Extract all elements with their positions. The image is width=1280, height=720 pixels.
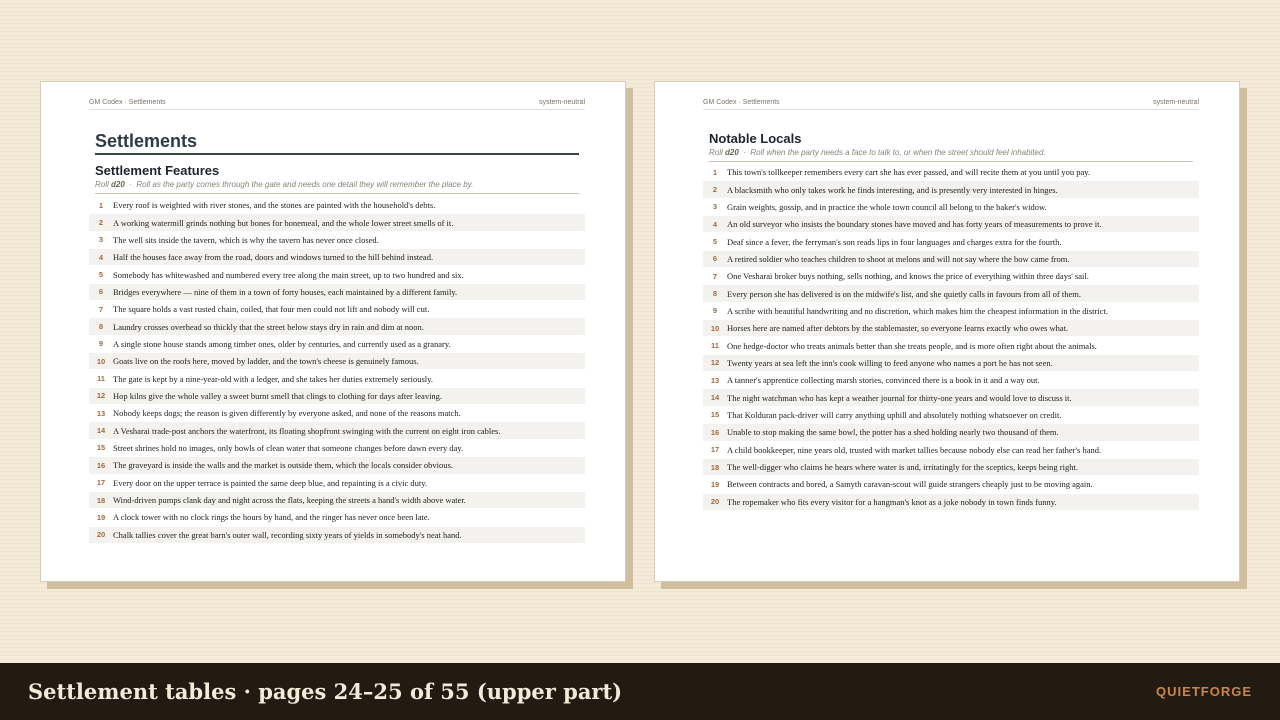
table-title: Settlement Features bbox=[95, 163, 220, 178]
entry-text: A single stone house stands among timber ones, older by centuries, and currently used as a granary. bbox=[113, 338, 451, 349]
running-head-path: GM Codex · Settlements bbox=[89, 99, 166, 106]
entry-text: A tanner's apprentice collecting marsh stories, convinced there is a book in it and a way out. bbox=[727, 375, 1040, 386]
table-row bbox=[703, 268, 1199, 284]
table-row bbox=[703, 199, 1199, 215]
entry-number: 13 bbox=[710, 375, 720, 385]
entry-text: The night watchman who has kept a weather journal for thirty-one years and would love to discuss it. bbox=[727, 392, 1072, 403]
entry-number: 4 bbox=[98, 252, 104, 262]
entry-text: The ropemaker who fits every visitor for a hangman's knot as a joke nobody in town finds funny. bbox=[727, 496, 1057, 507]
entry-number: 6 bbox=[712, 254, 718, 264]
entry-number: 9 bbox=[712, 306, 718, 316]
entry-number: 11 bbox=[97, 374, 105, 384]
entry-number: 17 bbox=[710, 445, 720, 455]
entry-text: Every roof is weighted with river stones, and the stones are painted with the household's debts. bbox=[113, 200, 436, 211]
page-left bbox=[40, 81, 626, 582]
roll-die: d20 bbox=[725, 148, 739, 157]
entry-text: One Vesharai broker buys nothing, sells nothing, and knows the price of everything within three days' sail. bbox=[727, 271, 1089, 282]
entry-number: 10 bbox=[710, 323, 720, 333]
entry-text: A scribe with beautiful handwriting and no discretion, which makes him the cheapest information in the district. bbox=[727, 305, 1108, 316]
entry-text: Street shrines hold no images, only bowls of clean water that someone changes before dawn every day. bbox=[113, 442, 464, 453]
entry-text: One hedge-doctor who treats animals better than she treats people, and is more often right about the animals. bbox=[727, 340, 1097, 351]
entry-text: This town's tollkeeper remembers every cart she has ever passed, and will recite them at you until you pay. bbox=[727, 167, 1091, 178]
entry-number: 5 bbox=[98, 270, 104, 280]
entry-text: A Vesharai trade-post anchors the waterfront, its floating shopfront swinging with the current on eight iron cables. bbox=[113, 425, 501, 436]
entry-list bbox=[703, 164, 1199, 511]
table-row bbox=[703, 442, 1199, 458]
entry-text: Wind-driven pumps clank day and night across the flats, keeping the streets a hand's width above water. bbox=[113, 495, 466, 506]
entry-text: Nobody keeps dogs; the reason is given differently by everyone asked, and none of the reasons match. bbox=[113, 408, 461, 419]
running-head-system: system-neutral bbox=[1153, 99, 1199, 106]
running-head-book: GM Codex bbox=[703, 99, 737, 106]
entry-text: Goats live on the roofs here, moved by ladder, and the town's cheese is genuinely famous. bbox=[113, 356, 419, 367]
entry-number: 1 bbox=[712, 167, 718, 177]
table-row bbox=[703, 407, 1199, 423]
table-row bbox=[89, 318, 585, 334]
table-row bbox=[703, 459, 1199, 475]
caption-title: Settlement tables · pages 24–25 of 55 (upper part) bbox=[28, 679, 623, 704]
table-row bbox=[89, 266, 585, 282]
table-row bbox=[703, 303, 1199, 319]
table-header bbox=[95, 163, 579, 194]
entry-number: 14 bbox=[96, 426, 106, 436]
table-row bbox=[89, 440, 585, 456]
table-row bbox=[89, 249, 585, 265]
page-right bbox=[654, 81, 1240, 582]
entry-number: 17 bbox=[96, 478, 106, 488]
entry-number: 19 bbox=[96, 512, 106, 522]
entry-text: An old surveyor who insists the boundary stones have moved and has forty years of measurements to prove it. bbox=[727, 219, 1102, 230]
table-row bbox=[89, 457, 585, 473]
entry-text: Deaf since a fever, the ferryman's son reads lips in four languages and charges extra for the fourth. bbox=[727, 236, 1062, 247]
entry-text: Somebody has whitewashed and numbered every tree along the main street, up to two hundred and six. bbox=[113, 269, 464, 280]
entry-text: A child bookkeeper, nine years old, trusted with market tallies because nobody else can read her father's hand. bbox=[727, 444, 1102, 455]
table-row bbox=[703, 494, 1199, 510]
entry-number: 3 bbox=[712, 202, 718, 212]
entry-number: 20 bbox=[710, 497, 720, 507]
entry-text: The well-digger who claims he hears where water is and, irritatingly for the sceptics, keeps being right. bbox=[727, 462, 1078, 473]
entry-number: 3 bbox=[98, 235, 104, 245]
brand-logo: QUIETFORGE bbox=[1156, 684, 1252, 699]
table-header bbox=[709, 131, 1193, 162]
table-title: Notable Locals bbox=[709, 131, 802, 146]
entry-number: 16 bbox=[96, 460, 106, 470]
entry-number: 19 bbox=[710, 479, 720, 489]
entry-text: Grain weights, gossip, and in practice the whole town council all belong to the baker's widow. bbox=[727, 201, 1047, 212]
table-row bbox=[703, 251, 1199, 267]
table-row bbox=[89, 388, 585, 404]
table-row bbox=[89, 509, 585, 525]
table-row bbox=[703, 476, 1199, 492]
entry-text: A blacksmith who only takes work he finds interesting, and is presently very interested in hinges. bbox=[727, 184, 1058, 195]
entry-text: Every person she has delivered is on the midwife's list, and she quietly calls in favours from all of them. bbox=[727, 288, 1081, 299]
table-row bbox=[703, 320, 1199, 336]
running-head bbox=[703, 99, 1199, 110]
entry-number: 18 bbox=[710, 462, 720, 472]
table-row bbox=[703, 424, 1199, 440]
roll-instruction: Roll d20 · Roll when the party needs a face to talk to, or when the street should feel inhabited. bbox=[709, 146, 1193, 162]
table-row bbox=[89, 492, 585, 508]
table-row bbox=[89, 475, 585, 491]
table-row bbox=[89, 405, 585, 421]
table-row bbox=[89, 284, 585, 300]
table-row bbox=[703, 355, 1199, 371]
caption-bar bbox=[0, 663, 1280, 720]
table-row bbox=[89, 422, 585, 438]
table-row bbox=[89, 527, 585, 543]
roll-instruction-text: Roll when the party needs a face to talk to, or when the street should feel inhabited. bbox=[750, 148, 1046, 157]
entry-text: Chalk tallies cover the great barn's outer wall, recording sixty years of yields in somebody's neat hand. bbox=[113, 529, 462, 540]
entry-number: 1 bbox=[98, 200, 104, 210]
entry-number: 7 bbox=[98, 304, 104, 314]
entry-number: 10 bbox=[96, 356, 106, 366]
entry-number: 6 bbox=[98, 287, 104, 297]
entry-text: Every door on the upper terrace is painted the same deep blue, and repainting is a civic duty. bbox=[113, 477, 428, 488]
running-head-section: Settlements bbox=[128, 99, 166, 106]
table-row bbox=[703, 372, 1199, 388]
entry-number: 9 bbox=[98, 339, 104, 349]
entry-text: A clock tower with no clock rings the hours by hand, and the ringer has never once been late. bbox=[113, 512, 430, 523]
entry-number: 8 bbox=[98, 322, 104, 332]
running-head-book: GM Codex bbox=[89, 99, 123, 106]
entry-number: 2 bbox=[98, 218, 104, 228]
entry-number: 2 bbox=[712, 185, 718, 195]
table-row bbox=[89, 301, 585, 317]
entry-number: 16 bbox=[710, 427, 720, 437]
entry-text: Hop kilns give the whole valley a sweet burnt smell that clings to clothing for days after leaving. bbox=[113, 390, 443, 401]
entry-number: 15 bbox=[710, 410, 720, 420]
table-row bbox=[89, 214, 585, 230]
entry-text: That Kolduran pack-driver will carry anything uphill and absolutely nothing whatsoever on credit. bbox=[727, 409, 1062, 420]
entry-number: 11 bbox=[711, 341, 719, 351]
entry-number: 5 bbox=[712, 237, 718, 247]
entry-number: 13 bbox=[96, 408, 106, 418]
roll-die: d20 bbox=[111, 180, 125, 189]
entry-number: 12 bbox=[710, 358, 720, 368]
table-row bbox=[89, 232, 585, 248]
entry-text: Half the houses face away from the road, doors and windows turned to the hill behind instead. bbox=[113, 252, 434, 263]
table-row bbox=[89, 353, 585, 369]
running-head-path: GM Codex · Settlements bbox=[703, 99, 780, 106]
entry-text: The square holds a vast rusted chain, coiled, that four men could not lift and nobody will cut. bbox=[113, 304, 430, 315]
chapter-title: Settlements bbox=[95, 131, 579, 155]
entry-number: 7 bbox=[712, 271, 718, 281]
table-row bbox=[703, 164, 1199, 180]
entry-text: Horses here are named after debtors by the stablemaster, so everyone learns exactly who owes what. bbox=[727, 323, 1069, 334]
entry-text: Laundry crosses overhead so thickly that the street below stays dry in rain and dim at noon. bbox=[113, 321, 424, 332]
entry-number: 18 bbox=[96, 495, 106, 505]
table-row bbox=[89, 370, 585, 386]
entry-number: 20 bbox=[96, 530, 106, 540]
entry-number: 8 bbox=[712, 289, 718, 299]
entry-text: A working watermill grinds nothing but bones for bonemeal, and the whole lower street smells of it. bbox=[113, 217, 454, 228]
entry-text: Unable to stop making the same bowl, the potter has a shed holding nearly two thousand of them. bbox=[727, 427, 1059, 438]
entry-number: 4 bbox=[712, 219, 718, 229]
entry-list bbox=[89, 197, 585, 544]
table-row bbox=[703, 181, 1199, 197]
roll-instruction: Roll d20 · Roll as the party comes through the gate and needs one detail they will remember the place by. bbox=[95, 178, 579, 194]
entry-text: The gate is kept by a nine-year-old with a ledger, and she takes her duties extremely seriously. bbox=[113, 373, 433, 384]
entry-number: 12 bbox=[96, 391, 106, 401]
entry-text: The graveyard is inside the walls and the market is outside them, which the locals consider obvious. bbox=[113, 460, 453, 471]
running-head-section: Settlements bbox=[742, 99, 780, 106]
table-row bbox=[89, 336, 585, 352]
entry-text: Twenty years at sea left the inn's cook willing to feed anyone who names a port he has not seen. bbox=[727, 357, 1053, 368]
table-row bbox=[703, 285, 1199, 301]
entry-text: Bridges everywhere — nine of them in a town of forty houses, each maintained by a different family. bbox=[113, 286, 458, 297]
entry-text: Between contracts and bored, a Samyth caravan-scout will guide strangers cheaply just to be moving again. bbox=[727, 479, 1093, 490]
table-row bbox=[703, 216, 1199, 232]
table-row bbox=[89, 197, 585, 213]
running-head-system: system-neutral bbox=[539, 99, 585, 106]
table-row bbox=[703, 233, 1199, 249]
entry-text: The well sits inside the tavern, which is why the tavern has never once closed. bbox=[113, 234, 379, 245]
entry-text: A retired soldier who teaches children to shoot at melons and will not say where the bow came from. bbox=[727, 253, 1070, 264]
roll-instruction-text: Roll as the party comes through the gate and needs one detail they will remember the place by. bbox=[136, 180, 474, 189]
entry-number: 14 bbox=[710, 393, 720, 403]
running-head bbox=[89, 99, 585, 110]
entry-number: 15 bbox=[96, 443, 106, 453]
table-row bbox=[703, 337, 1199, 353]
table-row bbox=[703, 389, 1199, 405]
